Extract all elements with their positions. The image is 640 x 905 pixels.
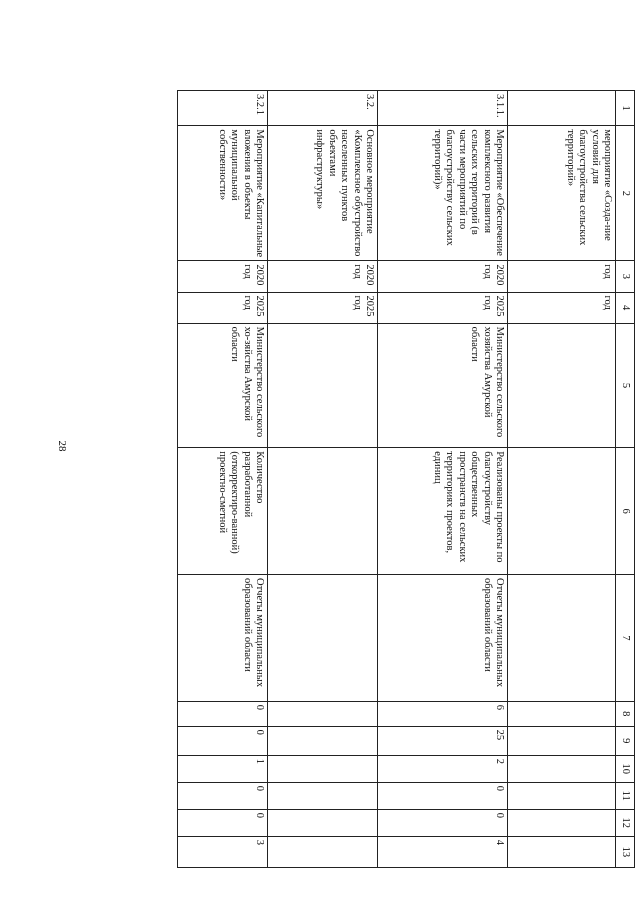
cell-value-11 <box>268 782 378 809</box>
table-row <box>268 91 378 868</box>
cell-value-12 <box>268 809 378 836</box>
cell-start-year: 2020 год <box>268 261 378 292</box>
header-cell-7: 7 <box>616 575 635 702</box>
cell-start-year: год <box>508 261 616 292</box>
cell-value-9 <box>268 726 378 755</box>
cell-value-13: 4 <box>378 836 508 867</box>
page-number: 28 <box>56 440 68 452</box>
header-cell-5: 5 <box>616 323 635 448</box>
cell-end-year: 2025 год <box>378 292 508 323</box>
cell-source <box>508 575 616 702</box>
cell-value-9: 25 <box>378 726 508 755</box>
cell-value-12 <box>508 809 616 836</box>
cell-value-12: 0 <box>378 809 508 836</box>
cell-value-8 <box>268 701 378 726</box>
cell-value-8 <box>508 701 616 726</box>
cell-value-12: 0 <box>178 809 268 836</box>
cell-value-8: 6 <box>378 701 508 726</box>
cell-executor: Министерство сельского хо-зяйства Амурской области <box>178 323 268 448</box>
cell-executor <box>508 323 616 448</box>
cell-value-9 <box>508 726 616 755</box>
header-cell-1: 1 <box>616 91 635 126</box>
header-cell-4: 4 <box>616 292 635 323</box>
cell-value-11: 0 <box>378 782 508 809</box>
cell-value-9: 0 <box>178 726 268 755</box>
cell-value-10 <box>508 755 616 782</box>
cell-indicator: Реализованы проекты по благоустройству общественных пространств на сельских территориях проектов, единиц <box>378 448 508 575</box>
cell-measure: Основное мероприятие «Комплексное обустройство населенных пунктов объектами инфраструктуры» <box>268 126 378 261</box>
cell-source <box>268 575 378 702</box>
cell-start-year: 2020 год <box>378 261 508 292</box>
cell-end-year: год <box>508 292 616 323</box>
cell-value-11: 0 <box>178 782 268 809</box>
table-row <box>178 91 268 868</box>
cell-indicator: Количество разработанной (откорректиро-ванной) проектно-сметной <box>178 448 268 575</box>
cell-value-13: 3 <box>178 836 268 867</box>
header-cell-9: 9 <box>616 726 635 755</box>
header-cell-6: 6 <box>616 448 635 575</box>
cell-measure: Мероприятие «Обеспечение комплексного развития сельских территорий (в части мероприятий по благоустройству сельских территорий)» <box>378 126 508 261</box>
table-row <box>508 91 616 868</box>
cell-value-11 <box>508 782 616 809</box>
header-cell-12: 12 <box>616 809 635 836</box>
cell-executor: Министерство сельского хозяйства Амурской области <box>378 323 508 448</box>
cell-executor <box>268 323 378 448</box>
cell-indicator <box>508 448 616 575</box>
rotated-table-wrapper <box>215 90 635 868</box>
cell-indicator <box>268 448 378 575</box>
cell-source: Отчеты муниципальных образований области <box>378 575 508 702</box>
cell-value-10 <box>268 755 378 782</box>
cell-value-13 <box>508 836 616 867</box>
cell-start-year: 2020 год <box>178 261 268 292</box>
cell-value-8: 0 <box>178 701 268 726</box>
header-cell-11: 11 <box>616 782 635 809</box>
header-cell-2: 2 <box>616 126 635 261</box>
header-cell-13: 13 <box>616 836 635 867</box>
cell-measure: мероприятие «Созда-ние условий для благоустройства сельских территорий» <box>508 126 616 261</box>
header-cell-8: 8 <box>616 701 635 726</box>
cell-number: 3.1.1. <box>378 91 508 126</box>
cell-number: 3.2.1 <box>178 91 268 126</box>
header-cell-3: 3 <box>616 261 635 292</box>
cell-measure: Мероприятие «Капитальные вложения в объекты муниципальной собственности» <box>178 126 268 261</box>
cell-value-13 <box>268 836 378 867</box>
cell-end-year: 2025 год <box>178 292 268 323</box>
cell-source: Отчеты муниципальных образований области <box>178 575 268 702</box>
header-cell-10: 10 <box>616 755 635 782</box>
program-table <box>177 90 635 868</box>
cell-value-10: 2 <box>378 755 508 782</box>
cell-end-year: 2025 год <box>268 292 378 323</box>
cell-value-10: 1 <box>178 755 268 782</box>
table-row <box>378 91 508 868</box>
header-row <box>616 91 635 868</box>
cell-number: 3.2. <box>268 91 378 126</box>
cell-number <box>508 91 616 126</box>
